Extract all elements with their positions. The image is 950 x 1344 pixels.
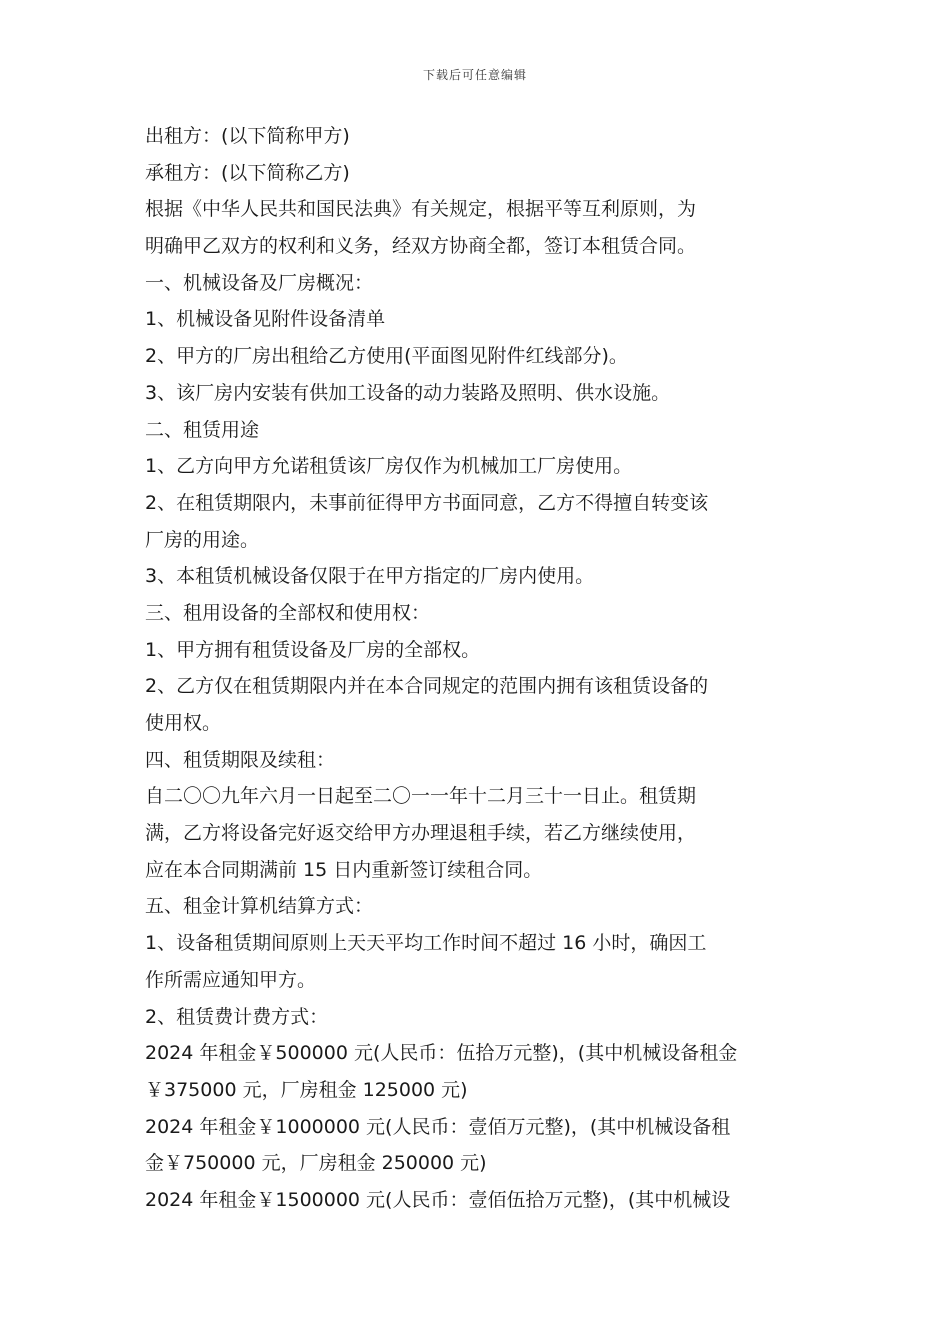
section-heading: 四、租赁期限及续租：: [145, 748, 336, 771]
text-line: 应在本合同期满前 15 日内重新签订续租合同。: [145, 858, 543, 881]
text-line: 2、甲方的厂房出租给乙方使用(平面图见附件红线部分)。: [145, 345, 628, 368]
section-heading: 一、机械设备及厂房概况：: [145, 271, 374, 294]
section-heading: 五、租金计算机结算方式：: [145, 895, 374, 918]
text-line: 1、乙方向甲方允诺租赁该厂房仅作为机械加工厂房使用。: [145, 455, 633, 478]
text-line: 满，乙方将设备完好返交给甲方办理退租手续，若乙方继续使用，: [145, 822, 697, 845]
text-line: 1、甲方拥有租赁设备及厂房的全部权。: [145, 638, 481, 661]
contract-body: [145, 118, 810, 1219]
text-line: 3、本租赁机械设备仅限于在甲方指定的厂房内使用。: [145, 565, 595, 588]
section-heading: 二、租赁用途: [145, 418, 260, 441]
text-line: 明确甲乙双方的权利和义务，经双方协商全都，签订本租赁合同。: [145, 235, 697, 258]
text-line: 3、该厂房内安装有供加工设备的动力装路及照明、供水设施。: [145, 381, 671, 404]
text-line: 根据《中华人民共和国民法典》有关规定，根据平等互利原则，为: [145, 198, 697, 221]
text-line: 承租方：(以下简称乙方): [145, 161, 350, 184]
text-line: 自二〇〇九年六月一日起至二〇一一年十二月三十一日止。租赁期: [145, 785, 697, 808]
section-heading: 三、租用设备的全部权和使用权：: [145, 601, 431, 624]
text-line: 1、设备租赁期间原则上天天平均工作时间不超过 16 小时，确因工: [145, 932, 707, 955]
text-line: 出租方：(以下简称甲方): [145, 125, 350, 147]
text-line: ￥375000 元，厂房租金 125000 元): [145, 1078, 468, 1101]
text-line: 厂房的用途。: [145, 528, 260, 551]
text-line: 2024 年租金￥1000000 元(人民币：壹佰万元整)，(其中机械设备租: [145, 1115, 731, 1138]
text-line: 金￥750000 元，厂房租金 250000 元): [145, 1152, 487, 1175]
text-line: 2024 年租金￥500000 元(人民币：伍拾万元整)，(其中机械设备租金: [145, 1042, 738, 1065]
text-line: 2、乙方仅在租赁期限内并在本合同规定的范围内拥有该租赁设备的: [145, 675, 709, 698]
text-line: 1、机械设备见附件设备清单: [145, 308, 386, 331]
text-line: 2、租赁费计费方式：: [145, 1005, 329, 1028]
text-line: 作所需应通知甲方。: [145, 968, 317, 991]
text-line: 2024 年租金￥1500000 元(人民币：壹佰伍拾万元整)，(其中机械设: [145, 1188, 731, 1211]
text-line: 使用权。: [145, 712, 222, 734]
text-line: 2、在租赁期限内，未事前征得甲方书面同意，乙方不得擅自转变该: [145, 491, 709, 514]
page-header-note: 下载后可任意编辑: [422, 68, 527, 82]
